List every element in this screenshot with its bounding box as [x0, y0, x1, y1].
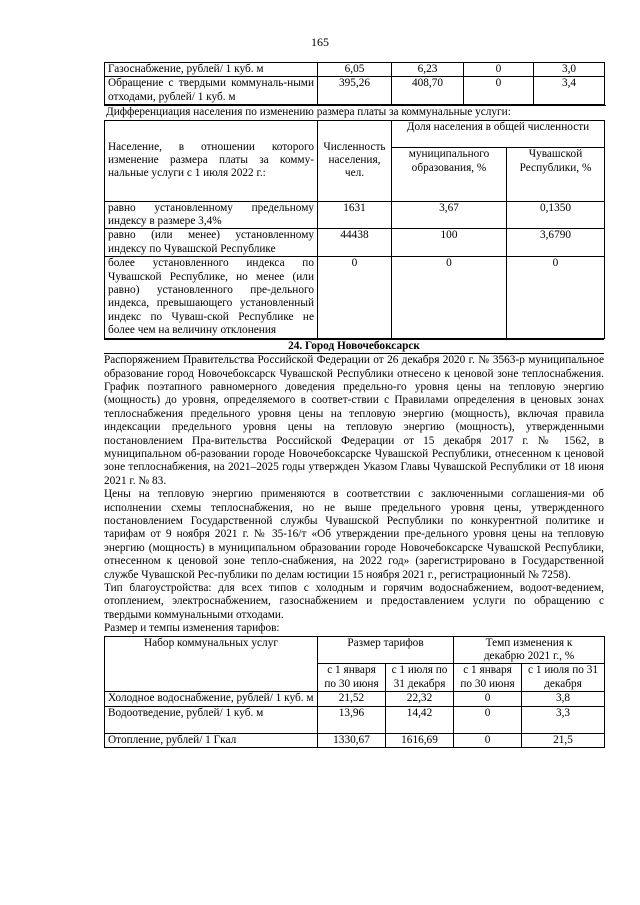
value-cell: 1616,69 — [386, 733, 454, 747]
value-cell: 0 — [507, 257, 605, 338]
value-cell: 0 — [392, 257, 507, 338]
value-cell: 0,1350 — [507, 201, 605, 229]
top-tariff-table — [104, 62, 605, 105]
value-cell: 14,42 — [386, 706, 454, 733]
value-cell: 0 — [318, 257, 392, 338]
header-jan: с 1 января по 30 июня — [318, 664, 386, 692]
header-service: Набор коммунальных услуг — [105, 636, 318, 692]
header-size: Размер тарифов — [318, 636, 454, 664]
header-rate: Темп изменения к декабрю 2021 г., % — [454, 636, 605, 664]
value-cell: 22,32 — [386, 692, 454, 706]
header-republic: Чувашской Республики, % — [507, 148, 605, 201]
header-municipal: муниципального образования, % — [392, 148, 507, 201]
page-content — [104, 62, 604, 748]
table-header-row — [105, 120, 605, 148]
value-cell: 395,26 — [318, 77, 392, 105]
value-cell: 3,6790 — [507, 229, 605, 257]
table-row — [105, 692, 605, 706]
value-cell: 0 — [464, 63, 534, 77]
table-row — [105, 63, 605, 77]
tariffs-caption: Размер и темпы изменения тарифов: — [104, 622, 280, 635]
paragraph: Цены на тепловую энергию применяются в соответствии с заключенными соглашения-ми об исполнении схемы теплоснабжения, но не выше предельного уровня цены, утвержденного постановлением Государственной службы Чувашской Республики по конкурентной политике и тарифам от 9 ноября 2021 г. № 35-16/т «Об утверждении пре-дельного уровня цены на тепловую энергию (мощность) в муниципальном образовании городе Новочебоксарске Чувашской Республики, отнесенном к ценовой зоне тепло-снабжения, на 2022 год» (зарегистрировано в Государственной службе Чувашской Рес-публики по делам юстиции 15 ноября 2021 г., регистрационный № 7258). — [104, 488, 604, 581]
table-row — [105, 257, 605, 338]
service-cell: Газоснабжение, рублей/ 1 куб. м — [105, 63, 318, 77]
value-cell: 1631 — [318, 201, 392, 229]
section-title: 24. Город Новочебоксарск — [104, 339, 604, 354]
header-jan: с 1 января по 30 июня — [454, 664, 522, 692]
value-cell: 21,52 — [318, 692, 386, 706]
paragraph: Тип благоустройства: для всех типов с холодным и горячим водоснабжением, водоот-ведением, отоплением, электроснабжением, газоснабжением и предоставлением услуги по обращению с твердыми коммунальными отходами. — [104, 582, 604, 621]
diff-caption: Дифференциация населения по изменению размера платы за коммунальные услуги: — [104, 105, 606, 119]
value-cell: 3,67 — [392, 201, 507, 229]
value-cell: 0 — [454, 692, 522, 706]
value-cell: 13,96 — [318, 706, 386, 733]
value-cell: 0 — [454, 706, 522, 733]
header-share: Доля населения в общей численности — [392, 120, 605, 148]
table-row — [105, 77, 605, 105]
header-population: Население, в отношении которого изменение размера платы за комму-нальные услуги с 1 июля 2022 г.: — [105, 120, 318, 201]
table-row — [105, 229, 605, 257]
value-cell: 6,05 — [318, 63, 392, 77]
value-cell: 21,5 — [522, 733, 605, 747]
row-label: равно установленному предельному индексу в размере 3,4% — [105, 201, 318, 229]
header-count: Численность населения, чел. — [318, 120, 392, 201]
table-row — [105, 733, 605, 747]
value-cell: 0 — [454, 733, 522, 747]
table-row — [105, 201, 605, 229]
tariffs-table — [104, 636, 605, 748]
paragraph: Распоряжением Правительства Российской Федерации от 26 декабря 2020 г. № 3563-р муниципальное образование город Новочебоксарск Чувашской Республики отнесено к ценовой зоне теплоснабжения. График поэтапного равномерного доведения предельно-го уровня цены на тепловую энергию (мощность) до уровня, определяемого в соответ-ствии с Правилами определения в ценовых зонах теплоснабжения предельного уровня цены на тепловую энергию (мощность), включая правила индексации предельного уровня цены на тепловую энергию (мощность), утвержденными постановлением Пра-вительства Российской Федерации от 15 декабря 2017 г. № 1562, в муниципальном об-разовании городе Новочебоксарске Чувашской Республики, отнесенном к ценовой зоне теплоснабжения, на 2021–2025 годы утвержден Указом Главы Чувашской Республики от 18 июня 2021 г. № 83. — [104, 354, 604, 487]
value-cell: 408,70 — [392, 77, 464, 105]
value-cell: 3,0 — [534, 63, 605, 77]
table-row — [105, 706, 605, 733]
value-cell: 100 — [392, 229, 507, 257]
row-label: равно (или менее) установленному индексу по Чувашской Республике — [105, 229, 318, 257]
value-cell: 1330,67 — [318, 733, 386, 747]
service-cell: Обращение с твердыми коммуналь-ными отходами, рублей/ 1 куб. м — [105, 77, 318, 105]
service-cell: Отопление, рублей/ 1 Гкал — [105, 733, 318, 747]
service-cell: Водоотведение, рублей/ 1 куб. м — [105, 706, 318, 733]
value-cell: 0 — [464, 77, 534, 105]
header-jul: с 1 июля по 31 декабря — [386, 664, 454, 692]
row-label: более установленного индекса по Чувашской Республике, но менее (или равно) установленного пре-дельного индекса, превышающего установленный индекс по Чуваш-ской Республике не более чем на величину отклонения — [105, 257, 318, 338]
value-cell: 3,8 — [522, 692, 605, 706]
value-cell: 6,23 — [392, 63, 464, 77]
page-number: 165 — [311, 35, 329, 49]
value-cell: 3,4 — [534, 77, 605, 105]
table-header-row — [105, 636, 605, 664]
service-cell: Холодное водоснабжение, рублей/ 1 куб. м — [105, 692, 318, 706]
population-diff-table — [104, 120, 605, 339]
header-jul: с 1 июля по 31 декабря — [522, 664, 605, 692]
value-cell: 44438 — [318, 229, 392, 257]
value-cell: 3,3 — [522, 706, 605, 733]
